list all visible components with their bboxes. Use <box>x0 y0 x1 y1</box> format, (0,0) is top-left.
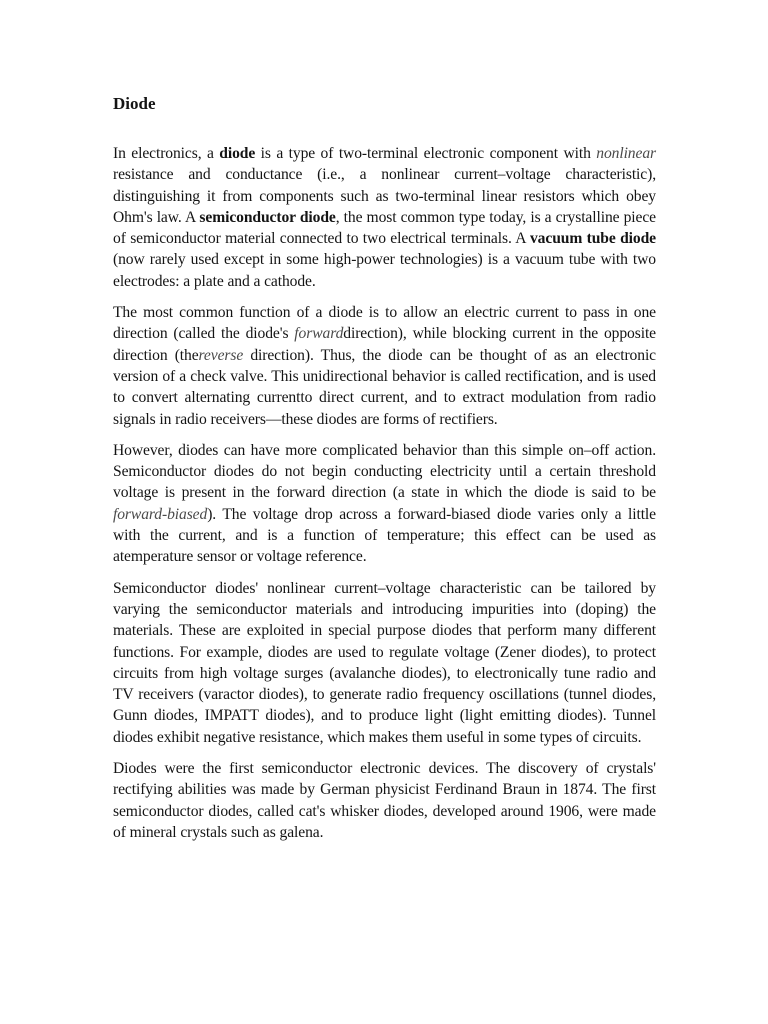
paragraph-text: However, diodes can have more complicated behavior than this simple on–off action. Semiconductor diodes do not begin conducting electricity until a certain threshold voltage is present in the forward direction (a state in which the diode is said to be <box>113 441 656 502</box>
paragraph-text: In electronics, a <box>113 145 220 162</box>
paragraph-text: direction), while blocking current in the opposite direction (the <box>113 325 656 364</box>
link-forward[interactable]: forward <box>294 325 344 343</box>
term-semiconductor-diode: semiconductor diode <box>199 208 336 226</box>
document-title: Diode <box>113 94 156 113</box>
paragraph-intro <box>113 143 656 292</box>
term-diode: diode <box>219 145 256 162</box>
link-forward-biased[interactable]: forward-biased <box>113 505 208 523</box>
paragraph-text: ). The voltage drop across a forward-biased diode varies only a little with the current, and is a function of temperature; this effect can be used as atemperature sensor or voltage reference. <box>113 505 656 566</box>
paragraph-text: direction). Thus, the diode can be thought of as an electronic version of a check valve. This unidirectional behavior is called rectification, and is used to convert alternating currentto direct current, and to extract modulation from radio signals in radio receivers—these diodes are forms of rectifiers. <box>113 346 656 428</box>
paragraph-text: (now rarely used except in some high-power technologies) is a vacuum tube with two electrodes: a plate and a cathode. <box>113 251 656 290</box>
paragraph-text: The most common function of a diode is to allow an electric current to pass in one direction (called the diode's <box>113 304 656 343</box>
paragraph-text: is a type of two-terminal electronic component with <box>255 145 597 162</box>
paragraph-function <box>113 302 656 430</box>
paragraph-characteristics: Semiconductor diodes' nonlinear current–voltage characteristic can be tailored by varying the semiconductor materials and introducing impurities into (doping) the materials. These are exploited in special purpose diodes that perform many different functions. For example, diodes are used to regulate voltage (Zener diodes), to protect circuits from high voltage surges (avalanche diodes), to electronically tune radio and TV receivers (varactor diodes), to generate radio frequency oscillations (tunnel diodes, Gunn diodes, IMPATT diodes), and to produce light (light emitting diodes). Tunnel diodes exhibit negative resistance, which makes them useful in some types of circuits. <box>113 579 656 746</box>
link-nonlinear[interactable]: nonlinear <box>596 145 656 162</box>
term-vacuum-tube-diode: vacuum tube diode <box>529 230 656 248</box>
paragraph-history: Diodes were the first semiconductor electronic devices. The discovery of crystals' rectifying abilities was made by German physicist Ferdinand Braun in 1874. The first semiconductor diodes, called cat's whisker diodes, developed around 1906, were made of mineral crystals such as galena. <box>113 760 656 841</box>
paragraph-behavior <box>113 440 656 568</box>
paragraph-text: resistance and conductance (i.e., a nonlinear current–voltage characteristic), distinguishing it from components such as two-terminal linear resistors which obey Ohm's law. A <box>113 166 656 226</box>
link-reverse[interactable]: reverse <box>198 346 244 364</box>
document-body <box>113 143 656 853</box>
paragraph-text: , the most common type today, is a crystalline piece of semiconductor material connected to two electrical terminals. A <box>113 208 656 248</box>
